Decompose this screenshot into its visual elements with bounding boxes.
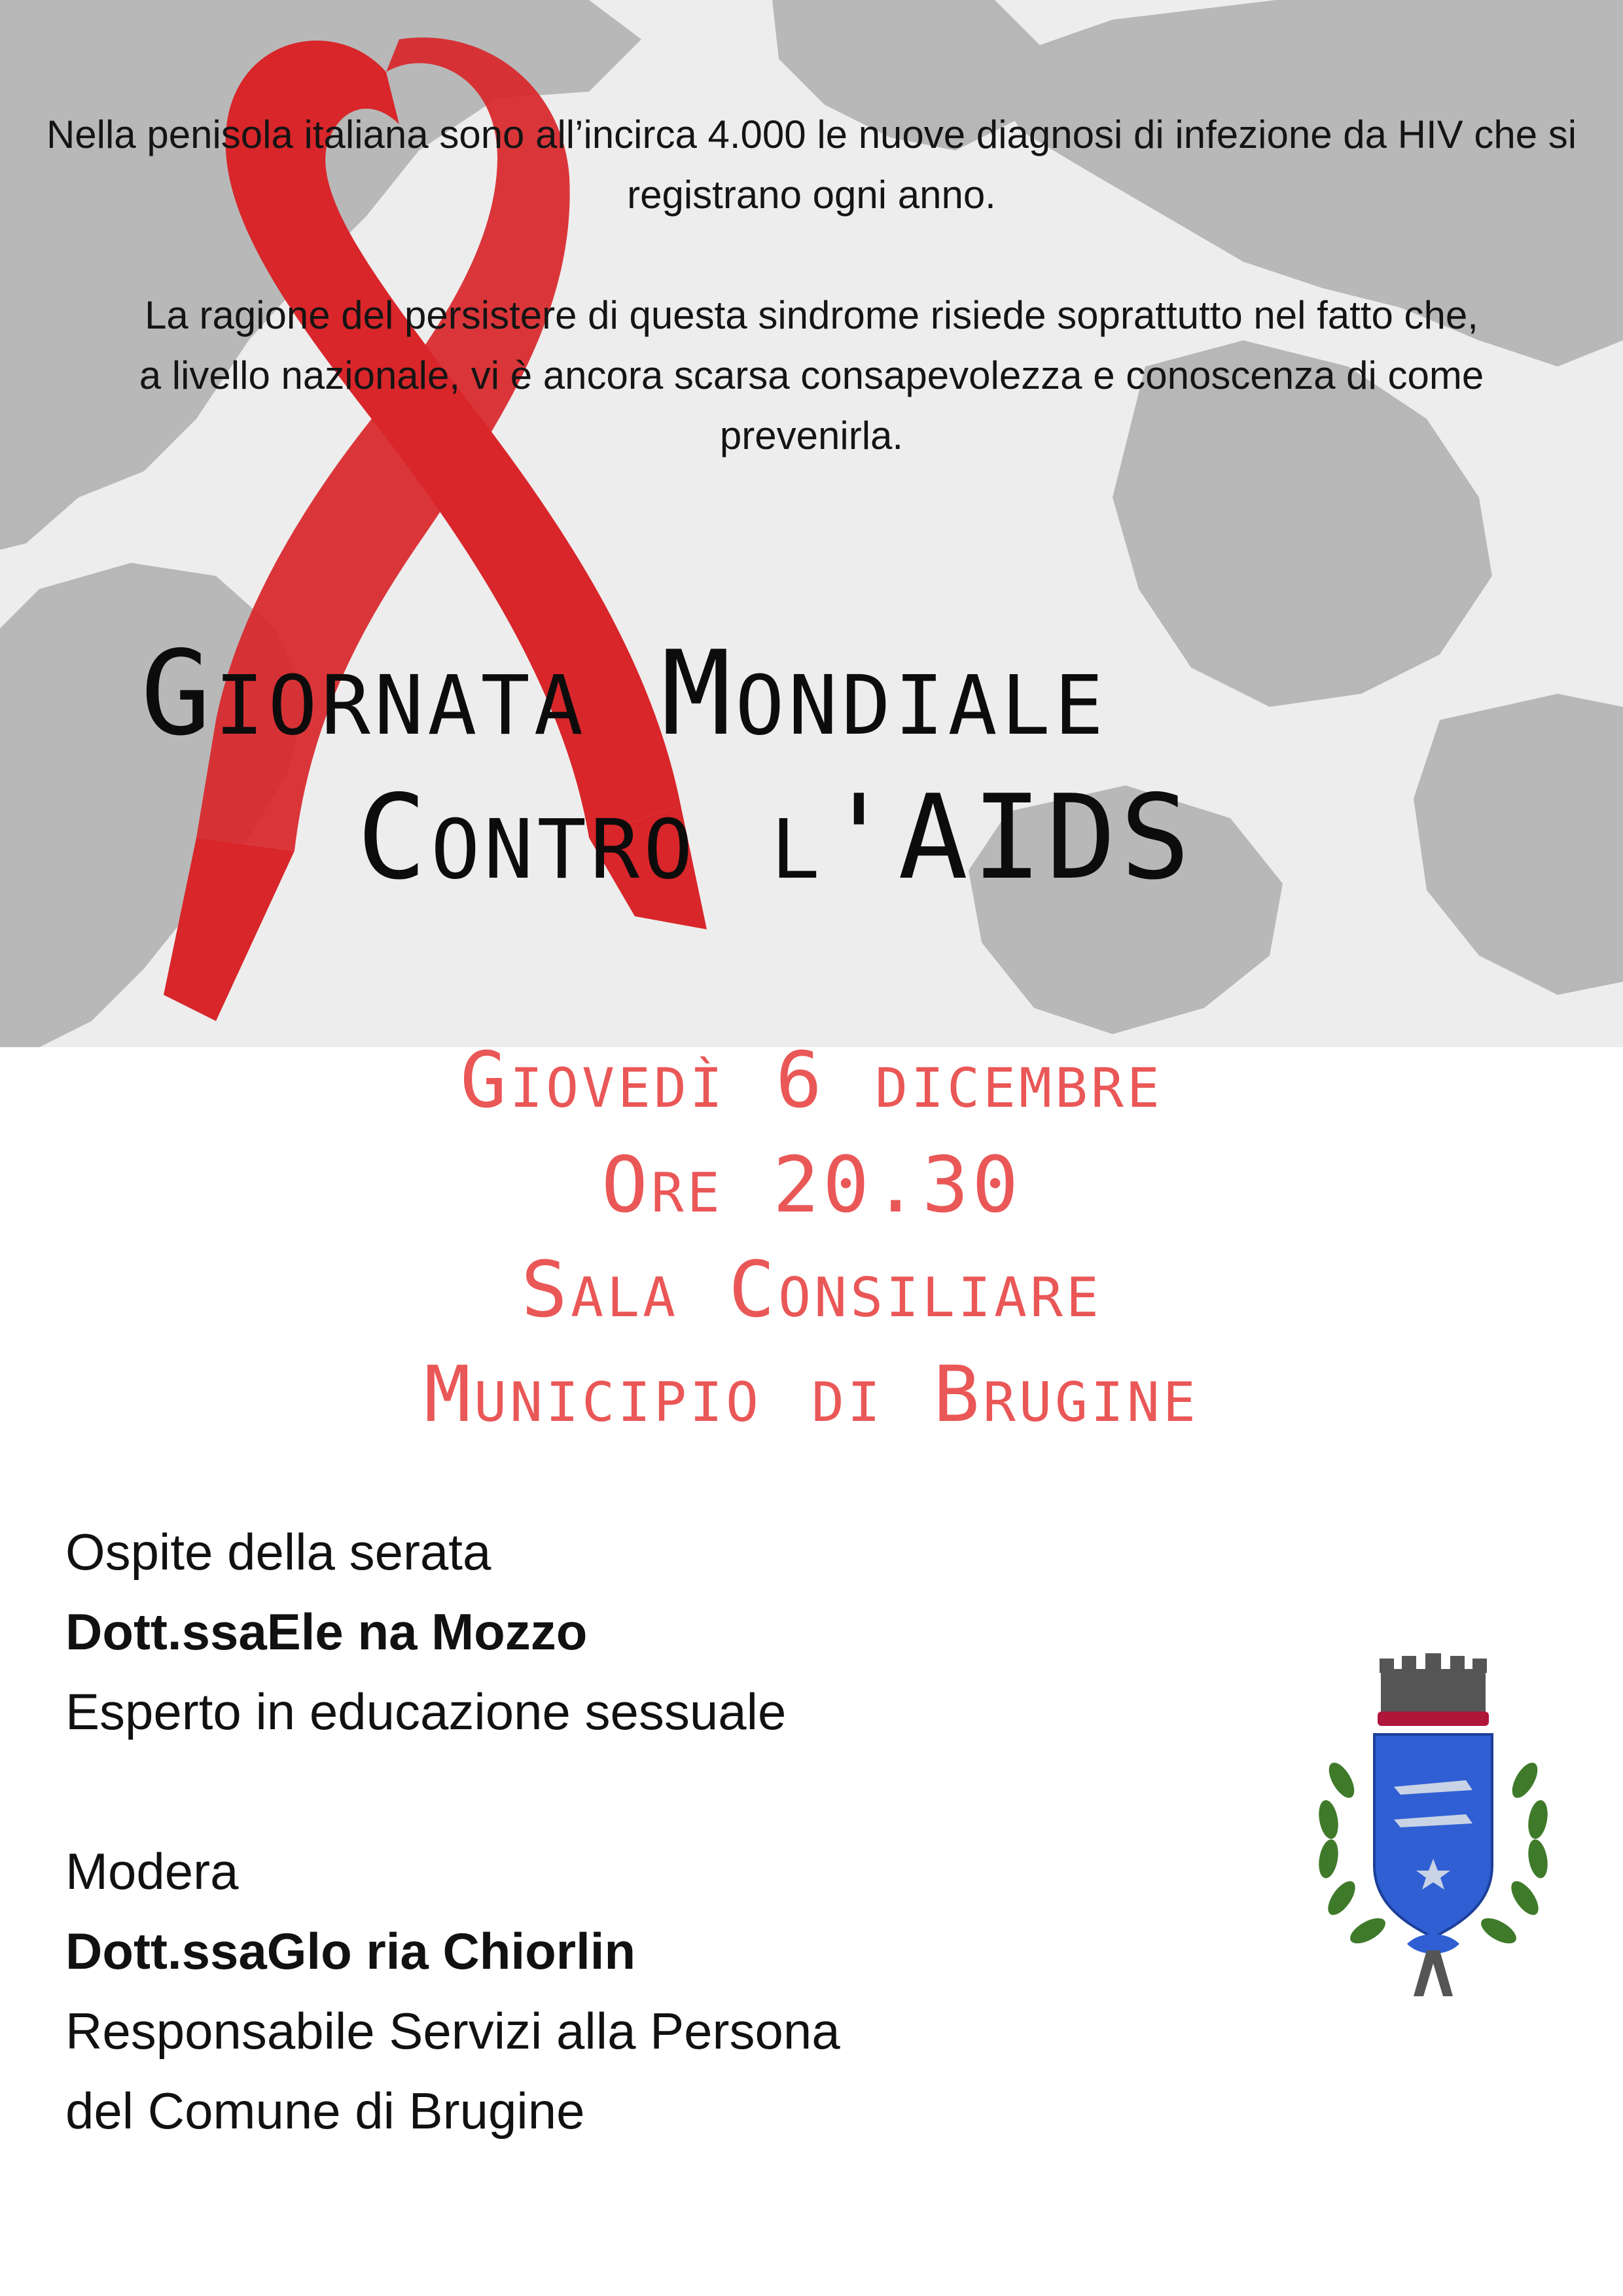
title-line-1: Giornata Mondiale [141, 626, 1108, 761]
guest-role: Esperto in educazione sessuale [65, 1683, 787, 1740]
intro-paragraph-1: Nella penisola italiana sono all’incirca 4.000 le nuove diagnosi di infezione da HIV che si registrano ogni anno. [46, 113, 1577, 217]
moderator-role-line-1: Responsabile Servizi alla Persona [65, 2002, 840, 2060]
hero-banner [0, 0, 1623, 1047]
event-date: Giovedì 6 dicembre [460, 1035, 1163, 1125]
moderator-label: Modera [65, 1842, 239, 1900]
moderator-name: Dott.ssaGlo ria Chiorlin [65, 1922, 636, 1980]
intro-paragraph-2-line-2: a livello nazionale, vi è ancora scarsa consapevolezza e conoscenza di come [139, 353, 1484, 397]
intro-paragraph-2-line-1: La ragione del persistere di questa sindrome risiede soprattutto nel fatto che, [145, 293, 1478, 337]
intro-paragraph-2-line-3: prevenirla. [719, 414, 904, 457]
event-time: Ore 20.30 [601, 1139, 1022, 1230]
guest-name: Dott.ssaEle na Mozzo [65, 1603, 588, 1660]
moderator-role-line-2: del Comune di Brugine [65, 2082, 585, 2140]
coat-of-arms-image [1302, 1649, 1564, 2003]
intro-text [39, 105, 1584, 466]
event-place: Municipio di Brugine [424, 1349, 1199, 1439]
event-info [0, 1028, 1623, 1446]
event-venue: Sala Consiliare [521, 1244, 1102, 1335]
title-line-2: Contro l'AIDS [357, 770, 1194, 905]
intro-paragraph-2 [39, 285, 1584, 466]
speakers [65, 1512, 1113, 2151]
guest-label: Ospite della serata [65, 1523, 491, 1581]
